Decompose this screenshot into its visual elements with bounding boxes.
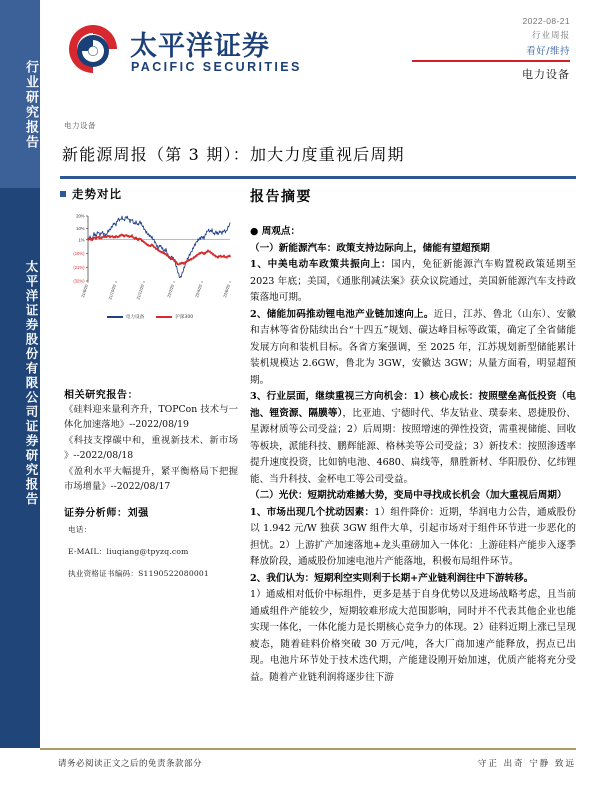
analyst-name: 证券分析师：刘强 <box>64 508 149 519</box>
svg-text:1%: 1% <box>78 237 85 243</box>
summary-paragraph: 2、我们认为：短期利空实则利于长期+产业链利润往中下游转移。 <box>250 572 534 584</box>
chart-section-header <box>60 186 238 202</box>
chart-legend <box>70 314 230 320</box>
left-sidebar <box>0 0 40 792</box>
right-column <box>250 186 576 686</box>
svg-text:22/6/20: 22/6/20 <box>222 283 231 299</box>
svg-text:(10%): (10%) <box>73 251 85 257</box>
summary-title: 报告摘要 <box>250 189 312 205</box>
page-title: 新能源周报（第 3 期）：加大力度重视后周期 <box>62 145 405 164</box>
footer-slogan: 守正 出奇 宁静 致远 <box>477 759 576 769</box>
svg-text:22/4/20: 22/4/20 <box>194 283 203 299</box>
bullet-square-icon <box>60 191 66 197</box>
svg-text:22/2/20: 22/2/20 <box>166 283 175 299</box>
meta-divider <box>412 60 570 62</box>
report-type: 行业周报 <box>531 30 570 41</box>
pacific-securities-logo-icon <box>62 18 124 80</box>
trend-comparison-chart <box>62 210 234 315</box>
summary-paragraph: （二）光伏：短期扰动难撼大势，变局中寻找成长机会（加大重视后周期） <box>250 490 567 501</box>
related-report-item[interactable]: 《硅料迎来量利齐升，TOPCon 技术与一体化加速落地》--2022/08/19 <box>64 404 238 431</box>
analyst-email: E-MAIL：liuqiang@tpyzq.com <box>68 547 189 556</box>
header-meta <box>350 16 570 82</box>
sidebar-top-label: 行业研究报告 <box>23 60 38 150</box>
legend-item-0 <box>107 314 144 320</box>
related-report-item[interactable]: 《科技支撑碳中和，重视新技术、新市场 》--2022/08/18 <box>64 435 238 462</box>
svg-text:(21%): (21%) <box>73 264 85 270</box>
analyst-contact <box>68 524 248 590</box>
analyst-phone: 电话： <box>68 525 92 534</box>
sector-tag: 电力设备 <box>64 121 96 130</box>
legend-label-1: 沪深300 <box>175 315 194 320</box>
summary-body <box>250 224 576 686</box>
svg-text:20%: 20% <box>76 213 85 219</box>
svg-text:10%: 10% <box>76 226 85 232</box>
legend-item-1 <box>156 314 193 320</box>
legend-swatch-0 <box>107 316 123 318</box>
svg-text:21/12/20: 21/12/20 <box>135 283 145 301</box>
sector-label: 电力设备 <box>522 68 570 81</box>
svg-text:21/10/20: 21/10/20 <box>107 283 117 301</box>
footer-divider <box>40 748 576 750</box>
chart-canvas <box>62 210 234 315</box>
summary-paragraph: 2、储能加码推动锂电池产业链加速向上。近日，江苏、鲁北（山东）、安徽和吉林等省份陆续出台“十四五”规划、碳达峰目标等政策，确定了全省储能发展方向和装机目标。各省方案强调，至 2025 年，江苏规划新型储能累计装机规模达 2.6GW，鲁北为 3GW，安徽达 3GW；从量方面看，明显超预期。 <box>250 308 576 386</box>
summary-paragraph: ● 周观点： <box>250 226 301 237</box>
svg-text:(32%): (32%) <box>73 278 85 284</box>
title-divider <box>60 176 576 179</box>
related-reports-list <box>64 402 238 495</box>
left-column <box>60 186 238 578</box>
report-date: 2022-08-21 <box>522 16 570 26</box>
legend-label-0: 电力设备 <box>125 315 145 320</box>
analyst-license: 执业资格证书编码：S1190522080001 <box>68 569 209 578</box>
rating-badge: 看好/维持 <box>526 46 570 57</box>
legend-swatch-1 <box>156 316 172 318</box>
logo-english-name: PACIFIC SECURITIES <box>131 60 302 74</box>
logo-chinese-name: 太平洋证券 <box>130 31 270 62</box>
summary-paragraph: 1、中美电动车政策共振向上：国内，免征新能源汽车购置税政策延期至 2023 年底；美国，《通胀削减法案》获众议院通过，美国新能源汽车支持政策落地可期。 <box>250 259 576 303</box>
footer-disclaimer: 请务必阅读正文之后的免责条款部分 <box>58 759 203 769</box>
chart-section-title: 走势对比 <box>72 187 122 201</box>
related-report-item[interactable]: 《盈利水平大幅提升，紧平衡格局下把握市场增量》--2022/08/17 <box>64 466 238 493</box>
sidebar-bottom-label: 太平洋证券股份有限公司证券研究报告 <box>24 259 39 507</box>
summary-paragraph: （一）新能源汽车：政策支持边际向上，储能有望超预期 <box>250 242 490 254</box>
brand-logo <box>62 18 332 86</box>
summary-paragraph: 1、市场出现几个扰动因素：1）组件降价：近期，华润电力公告，通威股份以 1.942 元/W 独获 3GW 组件大单，引起市场对于组件环节进一步恶化的担忧。2）上游扩产加速落地+龙头重磅加入一体化：上游硅料产能步入逐季释放阶段，通威股份加速电池片产能落地，积极布局组件环节。 <box>250 506 576 567</box>
summary-paragraph: 1）通威相对低价中标组件，更多是基于自身优势以及进场战略考虑，且当前通威组件产能较少，短期较难形成大范围影响，同时并不代表其他企业也能实现一体化，一体化能力是长期核心竞争力的体现。2）硅料近期上涨已呈现疲态，随着硅料价格突破 30 万元/吨，各大厂商加速产能释放，拐点已出现。电池片环节处于技术迭代期，产能建设刚开始加速，优质产能将充分受益。随着产业链利润将逐步往下游 <box>250 589 576 683</box>
svg-text:21/8/20: 21/8/20 <box>80 283 89 299</box>
related-reports-title: 相关研究报告： <box>64 390 139 401</box>
summary-paragraph: 3、行业层面，继续重视三方向机会：1）核心成长：按照壁垒高低投资（电池、锂资源、隔膜等），比亚迪、宁德时代、华友钴业、璞泰来、恩捷股份、星源材质等公司受益；2）后周期：按照增速的弹性投资，需重视储能、回收等板块，派能科技、鹏辉能源、格林美等公司受益；3）新技术：按照渗透率提升速度投资，比如钠电池、4680、扁线等，鼎胜新材、华阳股份、亿纬锂能、当升科技、金杯电工等公司受益。 <box>250 391 577 485</box>
